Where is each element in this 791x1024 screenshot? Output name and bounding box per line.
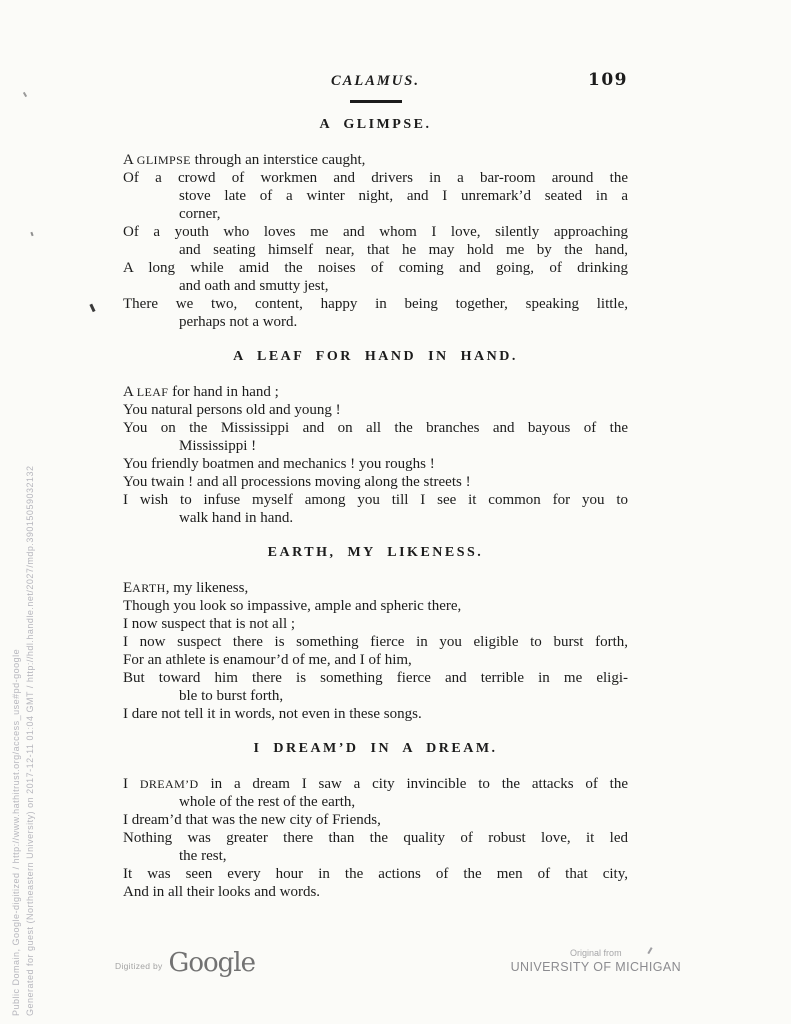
digitized-by-label: Digitized by bbox=[115, 961, 163, 971]
verse-line: You natural persons old and young ! bbox=[123, 402, 341, 418]
verse-line: I dream’d that was the new city of Friends, bbox=[123, 812, 381, 828]
verse-line: I dare not tell it in words, not even in these songs. bbox=[123, 706, 422, 722]
verse-line: Of a youth who loves me and whom I love, silently approaching bbox=[123, 224, 628, 240]
verse-line: For an athlete is enamour’d of me, and I of him, bbox=[123, 652, 412, 668]
verse-line: perhaps not a word. bbox=[179, 314, 298, 330]
verse-line: I now suspect that is not all ; bbox=[123, 616, 296, 632]
poem-title: EARTH, MY LIKENESS. bbox=[267, 545, 484, 560]
poems-container bbox=[123, 117, 628, 901]
verse-line: stove late of a winter night, and I unremark’d seated in a bbox=[179, 188, 628, 204]
verse-line: And in all their looks and words. bbox=[123, 884, 321, 900]
verse-line: EARTH, my likeness, bbox=[123, 580, 249, 596]
running-header-title: CALAMUS. bbox=[331, 73, 420, 89]
institution-name: UNIVERSITY OF MICHIGAN bbox=[510, 960, 681, 974]
verse-line: A LEAF for hand in hand ; bbox=[123, 384, 279, 400]
running-head bbox=[123, 70, 628, 95]
digitized-by-block bbox=[115, 946, 255, 976]
scan-artifact bbox=[30, 232, 33, 236]
header-rule bbox=[350, 100, 402, 103]
poem-title: A LEAF FOR HAND IN HAND. bbox=[233, 349, 518, 364]
poem bbox=[123, 741, 628, 901]
poem bbox=[123, 117, 628, 331]
verse-line: Of a crowd of workmen and drivers in a bar-room around the bbox=[123, 170, 628, 186]
poem-title: A GLIMPSE. bbox=[319, 117, 432, 132]
small-caps-text: ARTH bbox=[132, 581, 166, 595]
verse-line: corner, bbox=[179, 206, 221, 222]
hathitrust-rights-line: Public Domain, Google-digitized / http://www.hathitrust.org/access_use#pd-google bbox=[11, 648, 21, 1016]
original-from-label: Original from bbox=[570, 948, 622, 958]
verse-line: You twain ! and all processions moving along the streets ! bbox=[123, 474, 471, 490]
verse-line: I now suspect there is something fierce in you eligible to burst forth, bbox=[123, 634, 628, 650]
verse-line: whole of the rest of the earth, bbox=[179, 794, 356, 810]
page-text-block bbox=[123, 70, 628, 919]
verse-line: But toward him there is something fierce and terrible in me eligi- bbox=[123, 670, 628, 686]
google-logo: Google bbox=[168, 948, 255, 978]
small-caps-text: LEAF bbox=[136, 385, 169, 399]
hathitrust-generated-line: Generated for guest (Northeastern University) on 2017-12-11 01:04 GMT / http://hdl.handle.net/2027/mdp.39015059032132 bbox=[25, 465, 35, 1016]
page-number: 109 bbox=[588, 70, 628, 90]
verse-line: Mississippi ! bbox=[179, 438, 257, 454]
poem bbox=[123, 349, 628, 527]
scan-artifact bbox=[89, 304, 95, 312]
verse-line: I DREAM’D in a dream I saw a city invincible to the attacks of the bbox=[123, 776, 628, 792]
verse-line: You friendly boatmen and mechanics ! you roughs ! bbox=[123, 456, 435, 472]
verse-line: Nothing was greater there than the quality of robust love, it led bbox=[123, 830, 628, 846]
poem bbox=[123, 545, 628, 723]
verse-line: walk hand in hand. bbox=[179, 510, 294, 526]
verse-line: the rest, bbox=[179, 848, 227, 864]
verse-line: A long while amid the noises of coming and going, of drinking bbox=[123, 260, 628, 276]
scan-artifact bbox=[23, 92, 27, 97]
verse-line: and oath and smutty jest, bbox=[179, 278, 329, 294]
verse-line: I wish to infuse myself among you till I see it common for you to bbox=[123, 492, 628, 508]
verse-line: It was seen every hour in the actions of the men of that city, bbox=[123, 866, 628, 882]
poem-title: I DREAM’D IN A DREAM. bbox=[253, 741, 498, 756]
small-caps-text: DREAM’D bbox=[139, 777, 199, 791]
small-caps-text: GLIMPSE bbox=[136, 153, 191, 167]
verse-line: ble to burst forth, bbox=[179, 688, 284, 704]
verse-line: and seating himself near, that he may hold me by the hand, bbox=[179, 242, 628, 258]
verse-line: Though you look so impassive, ample and spheric there, bbox=[123, 598, 462, 614]
verse-line: There we two, content, happy in being together, speaking little, bbox=[123, 296, 628, 312]
verse-line: You on the Mississippi and on all the branches and bayous of the bbox=[123, 420, 628, 436]
scan-attribution-footer bbox=[115, 946, 681, 976]
verse-line: A GLIMPSE through an interstice caught, bbox=[123, 152, 366, 168]
original-from-block bbox=[511, 946, 681, 974]
